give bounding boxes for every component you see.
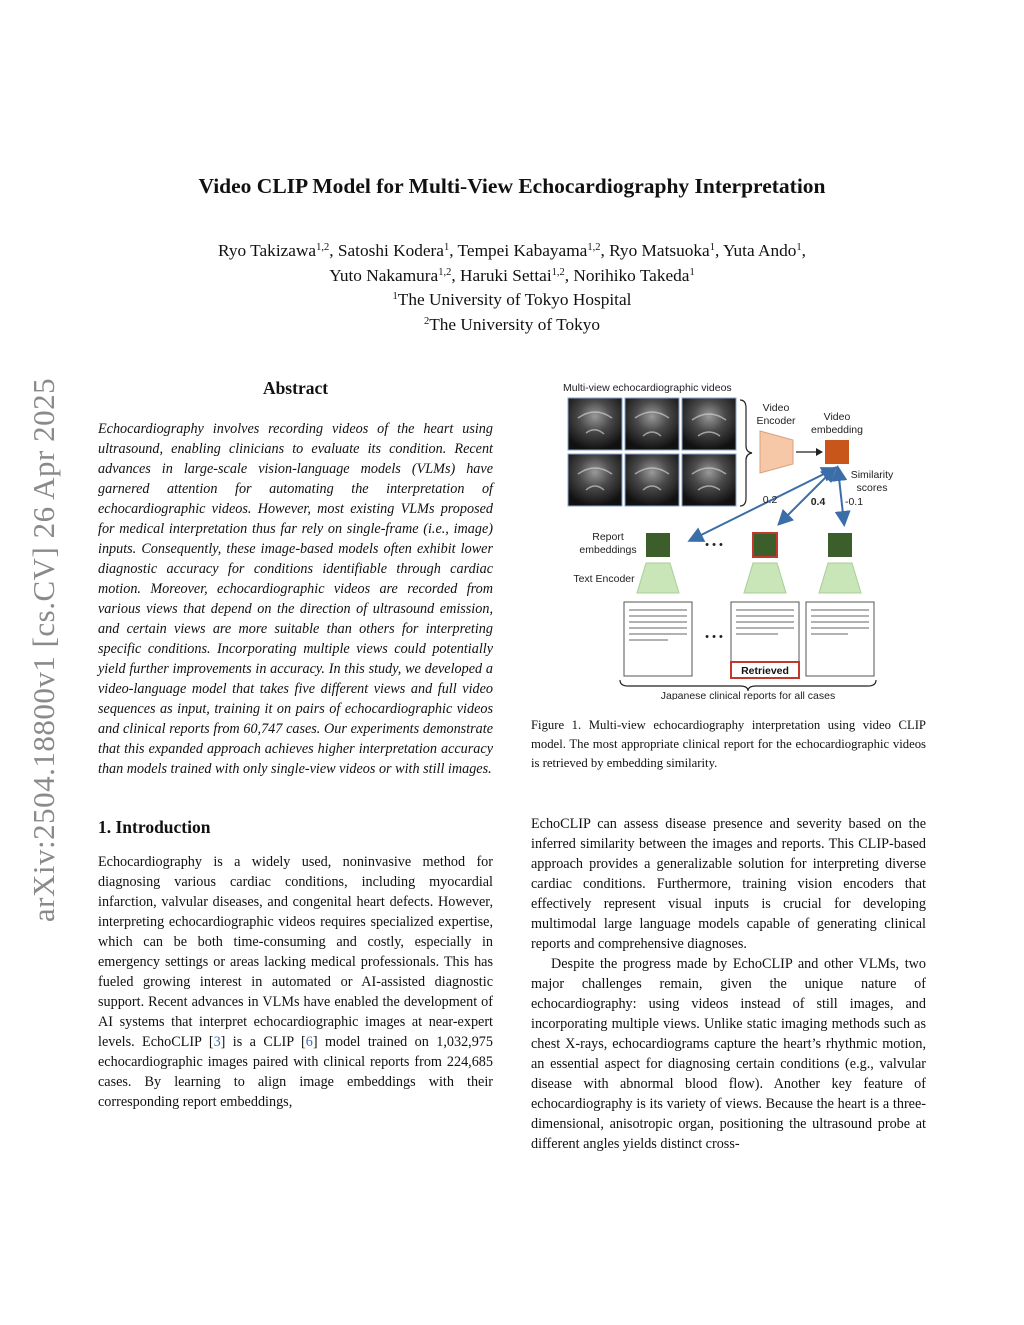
author-separator: , <box>451 265 460 285</box>
ellipsis: • • • <box>705 631 723 643</box>
video-encoder-shape <box>760 431 793 473</box>
right-column <box>531 814 926 1154</box>
echo-frame <box>625 454 679 506</box>
echo-frame <box>682 398 736 450</box>
intro-paragraph-2: EchoCLIP can assess disease presence and severity based on the inferred similarity between the images and reports. This CLIP-based approach provides a generalizable solution for interpreting diverse cardiac conditions. Furthermore, training vision encoders that effectively represent visual inputs is crucial for developing multimodal large language models capable of generating clinical reports and comprehensive diagnoses. <box>531 816 926 952</box>
author-line-1 <box>0 239 1024 264</box>
section-heading-introduction: 1. Introduction <box>98 817 211 837</box>
author-name: Haruki Settai <box>459 265 552 285</box>
arxiv-stamp <box>14 350 74 950</box>
report-embeddings-label: embeddings <box>579 544 637 556</box>
author-affiliation: 1,2 <box>438 266 452 278</box>
intro-text-left <box>98 852 493 1112</box>
video-embedding-label: embedding <box>811 424 863 436</box>
text-encoder-shape <box>637 563 679 593</box>
paper-title: Video CLIP Model for Multi-View Echocardiography Interpretation <box>198 174 826 198</box>
report-embedding-box <box>828 533 852 557</box>
video-embedding-box <box>825 440 849 464</box>
text-run: Echocardiography is a widely used, noninvasive method for diagnosing various cardiac conditions, including myocardial infarction, valvular diseases, and congenital heart defects. However, interpreting echocardiographic videos requires specialized expertise, which can be both time-consuming and costly, especially in emergency settings or areas lacking medical professionals. This has fueled growing interest in automated or AI-assisted diagnostic support. Recent advances in VLMs have enabled the development of AI systems that interpret echocardiographic images at near-expert levels. EchoCLIP [ <box>98 854 493 1050</box>
author-affiliation: 1,2 <box>316 242 330 253</box>
citation-link[interactable]: 3 <box>213 1034 221 1050</box>
affiliation-number: 2 <box>423 315 430 327</box>
affiliation-2 <box>0 313 1024 338</box>
author-separator: , <box>449 241 458 260</box>
abstract-text: Echocardiography involves recording videos of the heart using ultrasound, enabling clinicians to evaluate its condition. Recent advances in large-scale vision-language models (VLMs) have garnered attention for automating the interpretation of echocardiographic videos. However, most existing VLMs proposed for medical interpretation thus far rely on single-frame (i.e., image) inputs. Consequently, these image-based models often exhibit lower diagnostic accuracy for conditions identifiable through cardiac motion. Moreover, echocardiographic videos are recorded from various views that depend on the direction of ultrasound emission, and certain views are more suitable than others for interpreting specific conditions. Incorporating multiple views could potentially yield further improvements in accuracy. In this study, we developed a video-language model that takes five different views and full video sequences as input, training it on pairs of echocardiographic videos and clinical reports from 60,747 cases. Our experiments demonstrate that this expanded approach achieves higher interpretation accuracy than models trained with only single-view videos or with still images. <box>98 421 493 777</box>
ellipsis: • • • <box>705 539 723 551</box>
abstract <box>98 419 493 779</box>
echo-video-grid <box>568 398 736 506</box>
echo-frame <box>682 454 736 506</box>
author-affiliation: 1 <box>709 242 715 253</box>
clinical-report <box>624 602 692 676</box>
author-affiliation: 1 <box>689 266 695 278</box>
similarity-score: 0.4 <box>810 496 826 508</box>
clinical-report <box>806 602 874 676</box>
author-name: Satoshi Kodera <box>337 241 444 260</box>
affiliation-1 <box>0 288 1024 313</box>
similarity-score: -0.1 <box>844 496 864 508</box>
author-name: Norihiko Takeda <box>573 265 690 285</box>
arxiv-id: arXiv:2504.18800v1 [cs.CV] 26 Apr 2025 <box>26 377 62 923</box>
intro-paragraph-1 <box>98 852 493 1112</box>
text-encoder-shape <box>819 563 861 593</box>
author-affiliation: 1,2 <box>551 266 565 278</box>
author-block <box>0 239 1024 337</box>
author-name: Yuta Ando <box>722 241 797 260</box>
author-affiliation: 1,2 <box>587 242 601 253</box>
author-name: Tempei Kabayama <box>457 241 588 260</box>
figure-caption: Figure 1. Multi-view echocardiography interpretation using video CLIP model. The most appropriate clinical report for the echocardiographic videos is retrieved by embedding similarity. <box>531 718 926 770</box>
author-separator: , <box>600 241 610 260</box>
author-name: Yuto Nakamura <box>329 265 439 285</box>
affiliation-number: 1 <box>392 291 398 302</box>
text-encoder-shape <box>744 563 786 593</box>
echo-frame <box>568 454 622 506</box>
author-separator: , <box>714 241 723 260</box>
video-encoder-label: Encoder <box>756 415 796 427</box>
report-embedding-box <box>646 533 670 557</box>
left-column <box>98 378 493 1112</box>
figure-1 <box>548 378 928 700</box>
citation-link[interactable]: 6 <box>305 1034 313 1050</box>
similarity-arrow <box>780 469 834 523</box>
figure-label-videos: Multi-view echocardiographic videos <box>563 382 732 394</box>
text-encoder-label: Text Encoder <box>573 573 635 585</box>
intro-text-right <box>531 814 926 1154</box>
author-separator: , <box>329 241 338 260</box>
text-run: ] model trained on 1,032,975 echocardiographic images paired with clinical reports from 224,685 cases. By learning to align image embeddings with their corresponding report embeddings, <box>98 1034 493 1110</box>
grouping-bracket <box>740 400 752 506</box>
author-separator: , <box>801 241 806 260</box>
similarity-label: scores <box>856 482 888 494</box>
similarity-label: Similarity <box>850 469 894 481</box>
author-affiliation: 1 <box>443 242 450 253</box>
echo-frame <box>568 398 622 450</box>
author-name: Ryo Matsuoka <box>609 241 710 260</box>
video-embedding-label: Video <box>823 411 851 423</box>
retrieved-label: Retrieved <box>741 665 789 677</box>
similarity-score: 0.2 <box>762 494 778 506</box>
author-line-2 <box>0 264 1024 289</box>
author-affiliation: 1 <box>796 242 802 253</box>
affiliation-name: The University of Tokyo Hospital <box>397 290 632 309</box>
report-embedding-box-retrieved <box>753 533 777 557</box>
abstract-heading: Abstract <box>262 378 329 398</box>
text-run: ] is a CLIP [ <box>220 1034 306 1050</box>
intro-paragraph-3: Despite the progress made by EchoCLIP and other VLMs, two major challenges remain, given the unique nature of echocardiography: using videos instead of still images, and incorporating multiple views. Unlike static imaging methods such as chest X-rays, echocardiograms capture the heart’s rhythmic motion, an essential aspect for diagnosing certain conditions (e.g., valvular disease with abnormal blood flow). Another key feature of echocardiography is its variety of views. Because the heart is a three-dimensional, anisotropic organ, positioning the ultrasound probe at different angles yields distinct cross- <box>531 956 926 1152</box>
report-embeddings-label: Report <box>592 531 624 543</box>
echo-frame <box>625 398 679 450</box>
affiliation-name: The University of Tokyo <box>429 314 601 334</box>
author-name: Ryo Takizawa <box>218 241 317 260</box>
reports-label: Japanese clinical reports for all cases <box>660 690 836 700</box>
video-encoder-label: Video <box>762 402 790 414</box>
author-separator: , <box>564 265 574 285</box>
similarity-arrow <box>838 469 844 523</box>
